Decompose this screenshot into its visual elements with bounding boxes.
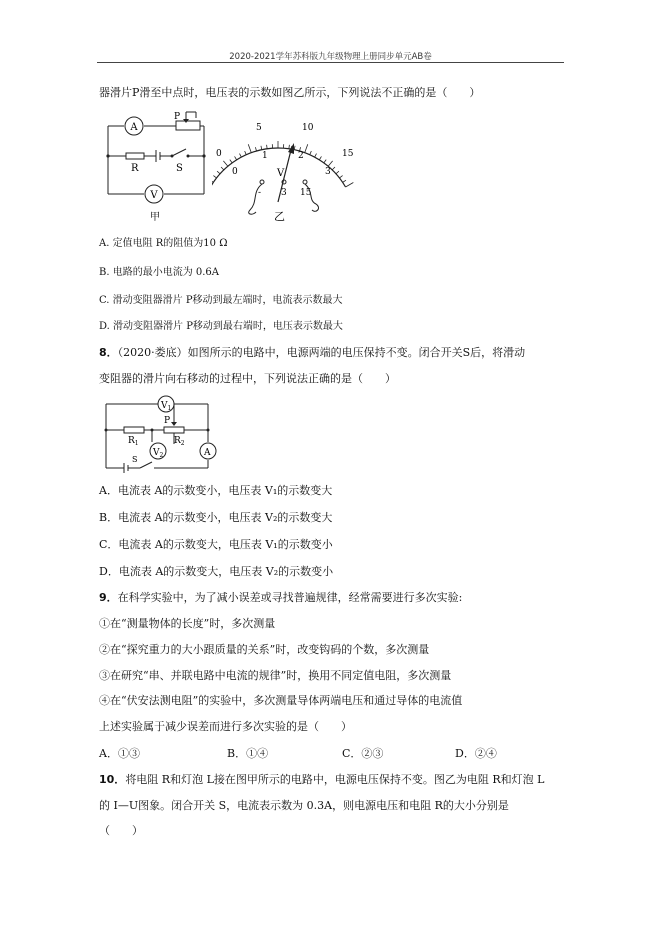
q8-circuit-figure [100,394,218,474]
q10-line2: 的 I—U图象。闭合开关 S，电流表示数为 0.3A，则电源电压和电阻 R的大小分别是 [99,799,509,812]
q9-choice-b: B．①④ [227,747,269,760]
q7-circuit-figure [100,108,212,226]
dial-tick [328,161,332,166]
figure-caption-yi: 乙 [274,210,285,223]
q9-item-3: ③在研究“串、并联电路中电流的规律”时，换用不同定值电阻，多次测量 [99,669,452,682]
resistor-label: R [131,163,139,174]
q8-stem-line2: 变阻器的滑片向右移动的过程中，下列说法正确的是（ ） [99,372,396,385]
dial-unit: V [277,168,285,179]
q7-option-a: A. 定值电阻 R的阻值为10 Ω [99,238,228,249]
q8-r2-label: $R_2$ [174,436,185,447]
q10-line3: （ ） [99,824,143,837]
q7-option-b: B. 电路的最小电流为 0.6A [99,267,220,278]
q8-ammeter-label: A [204,448,211,458]
dial-upper-10: 10 [302,123,314,133]
dial-lower-1: 1 [262,151,268,161]
dial-tick [305,144,308,152]
ammeter-label: A [130,122,138,133]
q9-choice-d: D．②④ [455,747,497,760]
dial-lower-2: 2 [298,151,304,161]
page-header: 2020-2021学年苏科版九年级物理上册同步单元AB卷 [229,52,432,62]
switch-label: S [176,163,183,174]
dial-tick [346,183,354,188]
dial-tick [223,161,227,166]
q8-r1-label: $R_1$ [128,436,139,447]
q9-choice-a: A．①③ [99,747,140,760]
voltmeter-label: V [150,190,158,201]
q8-stem-line1: 8．（2020·娄底）如图所示的电路中，电源两端的电压保持不变。闭合开关S后，将滑动 [99,346,526,359]
dial-lower-0: 0 [232,167,238,177]
q9-item-2: ②在“探究重力的大小跟质量的关系”时，改变钩码的个数，多次测量 [99,643,430,656]
q7-stem: 器滑片P滑至中点时，电压表的示数如图乙所示，下列说法不正确的是（ ） [99,86,481,99]
q10-number: 10． [99,773,126,786]
dial-upper-0: 0 [216,149,222,159]
slider-label: P [174,112,181,122]
q8-option-c: C．电流表 A的示数变大，电压表 V₁的示数变小 [99,538,333,551]
q8-option-d: D．电流表 A的示数变大，电压表 V₂的示数变小 [99,565,334,578]
terminal-3: 3 [281,188,287,198]
header-rule [97,62,564,63]
q9-number: 9． [99,591,118,604]
dial-tick [248,144,251,152]
dial-upper-5: 5 [256,123,262,133]
q7-option-d: D. 滑动变阻器滑片 P移动到最右端时，电压表示数最大 [99,321,343,332]
q9-stem: 9．在科学实验中，为了减小误差或寻找普遍规律，经常需要进行多次实验: [99,591,463,604]
dial-lower-3: 3 [325,167,331,177]
q7-option-c: C. 滑动变阻器滑片 P移动到最左端时，电流表示数最大 [99,295,343,306]
q8-option-b: B．电流表 A的示数变小，电压表 V₂的示数变大 [99,511,333,524]
q8-slider-label: P [164,416,171,426]
q9-item-4: ④在“伏安法测电阻”的实验中，多次测量导体两端电压和通过导体的电流值 [99,694,463,707]
q10-line1: 10．将电阻 R和灯泡 L接在图甲所示的电路中，电源电压保持不变。图乙为电阻 R和灯泡 L [99,773,545,786]
dial-upper-15: 15 [342,149,354,159]
q9-question: 上述实验属于减少误差而进行多次实验的是（ ） [99,720,352,733]
terminal-15: 15 [300,188,312,198]
q8-v1-label: $V_1$ [161,401,172,412]
figure-caption-jia: 甲 [150,212,160,223]
q9-item-1: ①在“测量物体的长度”时，多次测量 [99,617,276,630]
q7-voltmeter-dial-figure [212,116,362,226]
q8-option-a: A．电流表 A的示数变小，电压表 V₁的示数变大 [99,484,333,497]
q8-number: 8． [99,346,118,359]
terminal-neg: - [258,188,262,198]
q8-switch-label: S [132,455,138,464]
q8-v2-label: $V_2$ [153,448,164,459]
q9-choice-c: C．②③ [342,747,384,760]
